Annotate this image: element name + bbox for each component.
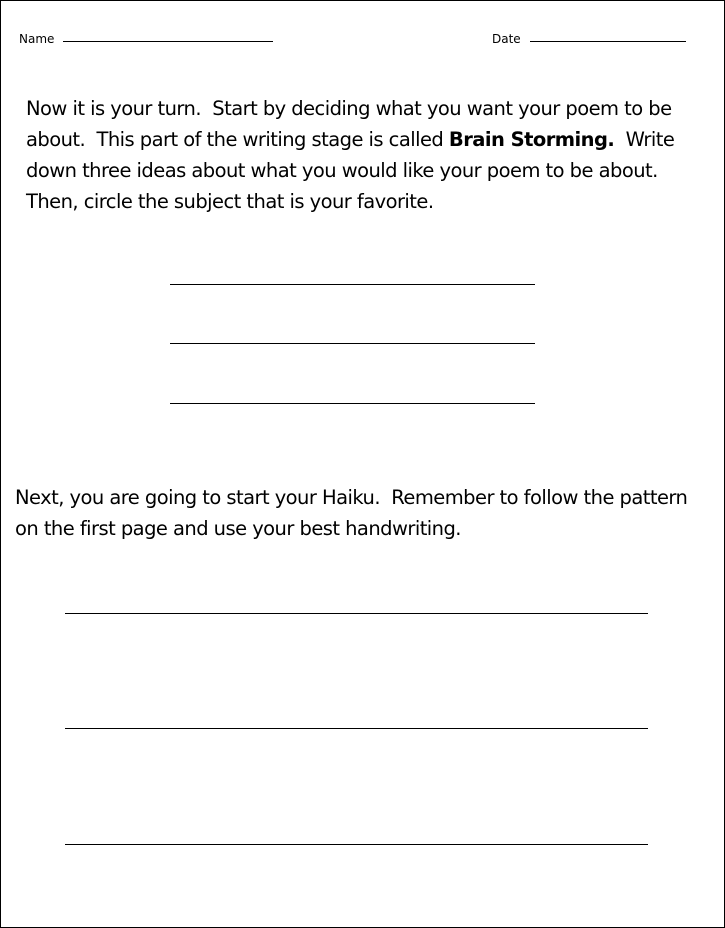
brainstorm-text-line-3: down three ideas about what you would like your poem to be about. — [26, 159, 658, 182]
brainstorm-text-line-2-start: about. This part of the writing stage is called — [26, 128, 449, 151]
date-field-line[interactable] — [530, 41, 686, 42]
haiku-text-line-2: on the first page and use your best handwriting. — [15, 517, 461, 540]
brain-storming-term: Brain Storming. — [448, 128, 615, 151]
name-field-line[interactable] — [63, 41, 273, 42]
brainstorm-text-line-1: Now it is your turn. Start by deciding what you want your poem to be — [26, 97, 672, 120]
haiku-text-line-1: Next, you are going to start your Haiku. Remember to follow the pattern — [15, 486, 688, 509]
haiku-answer-line-1[interactable] — [65, 613, 648, 614]
haiku-answer-line-2[interactable] — [65, 728, 648, 729]
brainstorm-text-line-4: Then, circle the subject that is your favorite. — [26, 190, 434, 213]
haiku-answer-line-3[interactable] — [65, 844, 648, 845]
date-label: Date — [492, 32, 521, 46]
idea-answer-line-2[interactable] — [170, 343, 535, 344]
brainstorm-text-line-2 — [26, 124, 674, 155]
idea-answer-line-1[interactable] — [170, 284, 535, 285]
idea-answer-line-3[interactable] — [170, 403, 535, 404]
brainstorm-text-line-2-end: Write — [614, 128, 675, 151]
brainstorm-instructions — [26, 93, 674, 217]
haiku-instructions — [15, 482, 687, 544]
name-label: Name — [19, 32, 55, 46]
